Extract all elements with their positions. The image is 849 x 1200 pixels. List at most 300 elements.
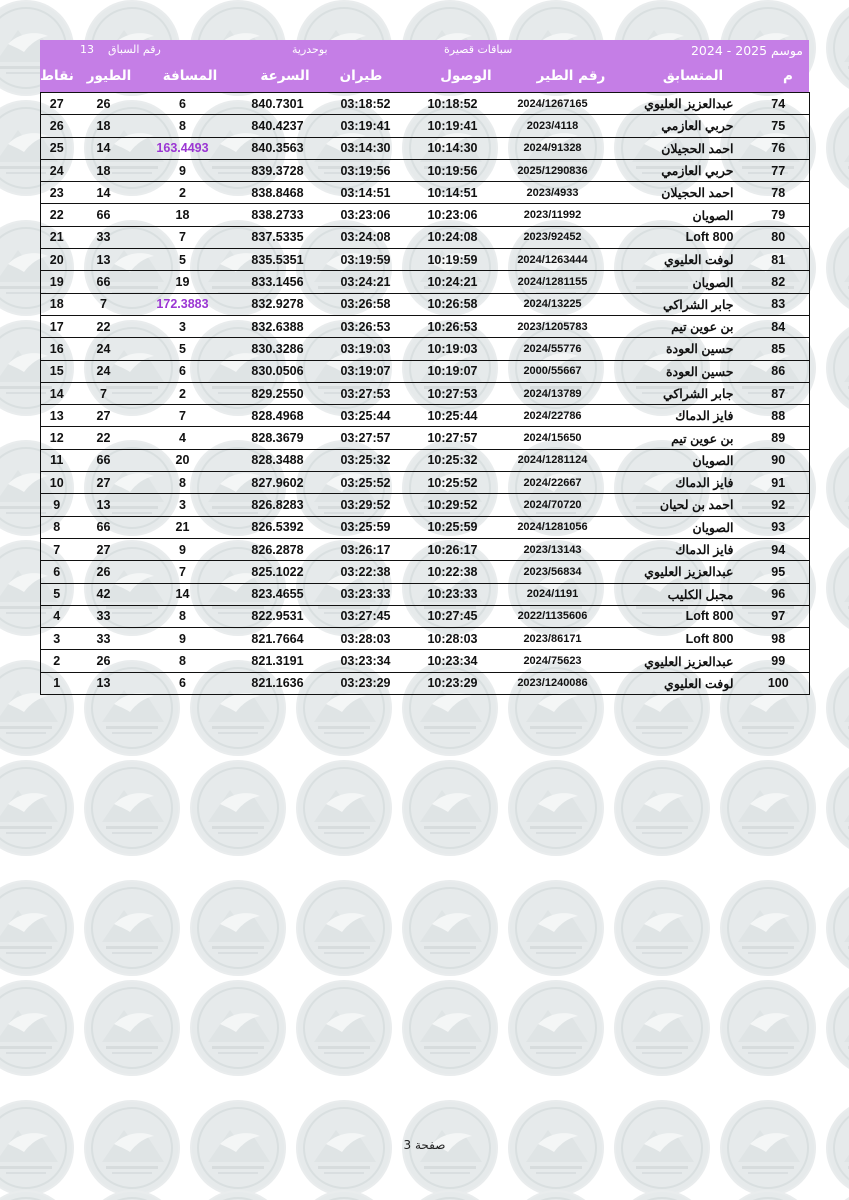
cell-arrival: 10:27:45 xyxy=(427,609,478,624)
cell-flight: 03:27:45 xyxy=(340,609,391,624)
table-row xyxy=(41,226,810,248)
cell-distance: 7 xyxy=(179,230,186,245)
cell-points: 17 xyxy=(49,319,64,334)
cell-points: 4 xyxy=(41,605,73,627)
pigeon-association-seal-icon xyxy=(826,760,849,856)
cell-distance: 9 xyxy=(179,542,186,557)
table-row xyxy=(41,561,810,583)
cell-ring: 2024/1263444 xyxy=(517,253,588,266)
cell-competitor: عبدالعزيز العليوي xyxy=(644,654,734,669)
cell-birds: 42 xyxy=(96,587,111,602)
page-number: صفحة 3 xyxy=(403,1138,446,1152)
cell-competitor: لوفت العليوي xyxy=(664,253,734,268)
pigeon-association-seal-icon xyxy=(402,880,498,976)
cell-competitor: فايز الدماك xyxy=(675,543,734,558)
cell-ring: 2024/75623 xyxy=(523,655,582,668)
pigeon-association-seal-icon xyxy=(826,220,849,316)
cell-rank: 83 xyxy=(771,297,786,312)
cell-points: 9 xyxy=(53,497,61,512)
cell-rank: 91 xyxy=(771,475,786,490)
cell-ring: 2023/86171 xyxy=(523,632,582,645)
column-headers xyxy=(40,68,809,90)
cell-points: 25 xyxy=(49,141,64,156)
pigeon-association-seal-icon xyxy=(826,1190,849,1200)
cell-distance: 9 xyxy=(179,163,186,178)
cell-ring: 2024/91328 xyxy=(523,142,582,155)
cell-competitor: Loft 800 xyxy=(685,609,734,624)
pigeon-association-seal-icon xyxy=(508,980,604,1076)
cell-speed: 821.7664 xyxy=(251,631,304,646)
cell-flight: 03:27:53 xyxy=(340,386,391,401)
cell-speed: 822.9531 xyxy=(251,609,304,624)
pigeon-association-seal-icon xyxy=(296,760,392,856)
cell-arrival: 10:22:38 xyxy=(427,564,478,579)
season-label: موسم 2025 - 2024 xyxy=(690,43,803,58)
cell-points: 26 xyxy=(41,115,73,137)
cell-competitor: الصويان xyxy=(692,453,734,468)
cell-birds: 22 xyxy=(96,319,111,334)
cell-rank: 79 xyxy=(771,208,786,223)
col-distance: المسافة xyxy=(162,68,218,84)
cell-competitor: Loft 800 xyxy=(685,230,734,245)
cell-flight: 03:26:53 xyxy=(340,319,391,334)
cell-speed: 826.5392 xyxy=(251,520,304,535)
table-row xyxy=(41,137,810,159)
cell-speed: 826.2878 xyxy=(251,542,304,557)
cell-rank: 90 xyxy=(771,453,786,468)
pigeon-association-seal-icon xyxy=(402,980,498,1076)
cell-rank: 77 xyxy=(771,163,786,178)
cell-ring: 2025/1290836 xyxy=(517,164,588,177)
cell-birds: 66 xyxy=(96,520,111,535)
cell-flight: 03:25:44 xyxy=(340,408,391,423)
cell-rank: 86 xyxy=(771,364,786,379)
table-row xyxy=(41,315,810,337)
cell-competitor: احمد بن لحيان xyxy=(659,498,734,513)
cell-competitor: Loft 800 xyxy=(685,631,734,646)
cell-competitor: لوفت العليوي xyxy=(664,676,734,691)
cell-distance: 19 xyxy=(175,275,190,290)
cell-competitor: حربي العازمي xyxy=(661,164,734,179)
cell-ring: 2024/13789 xyxy=(523,387,582,400)
cell-distance: 6 xyxy=(179,364,186,379)
cell-competitor: الصويان xyxy=(692,520,734,535)
cell-competitor: احمد الحجيلان xyxy=(661,141,734,156)
table-row xyxy=(41,494,810,516)
cell-birds: 18 xyxy=(96,163,111,178)
table-row xyxy=(41,672,810,694)
cell-speed: 840.7301 xyxy=(251,96,304,111)
cell-birds: 27 xyxy=(96,475,111,490)
pigeon-association-seal-icon xyxy=(720,880,816,976)
col-points: نقاط xyxy=(40,68,74,84)
table-row xyxy=(41,628,810,650)
cell-rank: 89 xyxy=(771,431,786,446)
cell-competitor: احمد الحجيلان xyxy=(661,186,734,201)
table-row xyxy=(41,472,810,494)
cell-flight: 03:19:59 xyxy=(340,252,391,267)
pigeon-association-seal-icon xyxy=(826,320,849,416)
cell-rank: 87 xyxy=(771,386,786,401)
cell-ring: 2024/1267165 xyxy=(517,97,588,110)
cell-birds: 13 xyxy=(96,252,111,267)
cell-points: 16 xyxy=(41,338,73,360)
cell-arrival: 10:14:30 xyxy=(427,141,478,156)
cell-speed: 832.6388 xyxy=(251,319,304,334)
cell-birds: 66 xyxy=(96,275,111,290)
cell-points: 13 xyxy=(49,408,64,423)
cell-birds: 33 xyxy=(96,631,111,646)
cell-birds: 66 xyxy=(96,453,111,468)
cell-flight: 03:23:33 xyxy=(340,587,391,602)
cell-ring: 2024/1281155 xyxy=(517,276,588,289)
pigeon-association-seal-icon xyxy=(296,980,392,1076)
cell-ring: 2024/22667 xyxy=(523,476,582,489)
cell-points: 23 xyxy=(49,185,64,200)
pigeon-association-seal-icon xyxy=(826,0,849,96)
cell-competitor: عبدالعزيز العليوي xyxy=(644,97,734,112)
pigeon-association-seal-icon xyxy=(720,760,816,856)
cell-birds: 33 xyxy=(96,230,111,245)
table-row xyxy=(41,405,810,427)
cell-rank: 82 xyxy=(771,275,786,290)
cell-ring: 2023/11992 xyxy=(523,209,582,222)
cell-arrival: 10:19:59 xyxy=(427,252,478,267)
pigeon-association-seal-icon xyxy=(402,760,498,856)
col-arrival: الوصول xyxy=(440,68,492,84)
cell-rank: 74 xyxy=(771,96,786,111)
race-number: 13 xyxy=(80,43,94,56)
pigeon-association-seal-icon xyxy=(84,980,180,1076)
cell-competitor: حسين العودة xyxy=(665,364,734,379)
cell-points: 2 xyxy=(41,650,73,672)
pigeon-association-seal-icon xyxy=(296,880,392,976)
cell-birds: 26 xyxy=(96,564,111,579)
cell-ring: 2024/1281124 xyxy=(517,454,588,467)
table-row xyxy=(41,159,810,181)
results-table-body xyxy=(41,93,810,695)
cell-rank: 96 xyxy=(771,587,786,602)
pigeon-association-seal-icon xyxy=(402,1190,498,1200)
cell-arrival: 10:19:56 xyxy=(427,163,478,178)
results-sheet xyxy=(40,40,809,695)
cell-points: 18 xyxy=(41,293,73,315)
cell-flight: 03:23:06 xyxy=(340,208,391,223)
cell-flight: 03:23:34 xyxy=(340,654,391,669)
cell-competitor: حربي العازمي xyxy=(661,119,734,134)
cell-arrival: 10:23:33 xyxy=(427,587,478,602)
cell-flight: 03:22:38 xyxy=(340,564,391,579)
table-row xyxy=(41,427,810,449)
race-number-label: رقم السباق xyxy=(108,43,161,56)
pigeon-association-seal-icon xyxy=(84,760,180,856)
cell-flight: 03:27:57 xyxy=(340,431,391,446)
table-row xyxy=(41,93,810,115)
cell-distance: 172.3883 xyxy=(156,297,209,312)
table-row xyxy=(41,271,810,293)
cell-flight: 03:25:32 xyxy=(340,453,391,468)
race-type: سباقات قصيرة xyxy=(444,43,513,56)
cell-points: 22 xyxy=(41,204,73,226)
col-flight: طيران xyxy=(339,68,383,84)
cell-arrival: 10:19:41 xyxy=(427,118,478,133)
cell-distance: 6 xyxy=(179,96,186,111)
cell-competitor: فايز الدماك xyxy=(675,409,734,424)
cell-flight: 03:23:29 xyxy=(340,676,391,691)
table-row xyxy=(41,605,810,627)
cell-arrival: 10:29:52 xyxy=(427,497,478,512)
cell-birds: 26 xyxy=(96,96,111,111)
cell-arrival: 10:23:29 xyxy=(427,676,478,691)
cell-arrival: 10:23:34 xyxy=(427,654,478,669)
cell-speed: 826.8283 xyxy=(251,497,304,512)
cell-flight: 03:19:56 xyxy=(340,163,391,178)
col-speed: السرعة xyxy=(260,68,310,84)
cell-distance: 7 xyxy=(179,564,186,579)
cell-ring: 2023/92452 xyxy=(523,231,582,244)
cell-arrival: 10:25:52 xyxy=(427,475,478,490)
pigeon-association-seal-icon xyxy=(720,1190,816,1200)
cell-arrival: 10:18:52 xyxy=(427,96,478,111)
table-row xyxy=(41,449,810,471)
cell-speed: 828.3488 xyxy=(251,453,304,468)
cell-speed: 840.3563 xyxy=(251,141,304,156)
cell-rank: 97 xyxy=(771,609,786,624)
table-row xyxy=(41,115,810,137)
cell-rank: 88 xyxy=(771,408,786,423)
cell-distance: 5 xyxy=(179,341,186,356)
cell-points: 20 xyxy=(41,249,73,271)
cell-points: 7 xyxy=(53,542,61,557)
cell-ring: 2024/55776 xyxy=(523,342,582,355)
cell-distance: 2 xyxy=(179,386,186,401)
table-row xyxy=(41,338,810,360)
cell-distance: 20 xyxy=(175,453,190,468)
pigeon-association-seal-icon xyxy=(826,440,849,536)
cell-points: 27 xyxy=(49,96,64,111)
cell-competitor: مجبل الكليب xyxy=(667,587,734,602)
cell-ring: 2023/13143 xyxy=(523,543,582,556)
pigeon-association-seal-icon xyxy=(190,760,286,856)
col-rank: م xyxy=(783,68,793,84)
pigeon-association-seal-icon xyxy=(84,1190,180,1200)
pigeon-association-seal-icon xyxy=(0,980,74,1076)
pigeon-association-seal-icon xyxy=(614,880,710,976)
cell-arrival: 10:26:17 xyxy=(427,542,478,557)
results-header xyxy=(40,40,809,92)
cell-points: 1 xyxy=(53,676,61,691)
cell-flight: 03:18:52 xyxy=(340,96,391,111)
race-location: بوحدرية xyxy=(292,43,328,56)
cell-speed: 830.0506 xyxy=(251,364,304,379)
cell-distance: 6 xyxy=(179,676,186,691)
cell-speed: 827.9602 xyxy=(251,475,304,490)
cell-speed: 838.2733 xyxy=(251,208,304,223)
cell-points: 24 xyxy=(41,159,73,181)
cell-birds: 27 xyxy=(96,408,111,423)
cell-distance: 8 xyxy=(179,609,186,624)
table-row xyxy=(41,249,810,271)
cell-distance: 8 xyxy=(179,118,186,133)
cell-flight: 03:19:07 xyxy=(340,364,391,379)
cell-distance: 3 xyxy=(179,319,186,334)
cell-rank: 84 xyxy=(771,319,786,334)
cell-ring: 2024/70720 xyxy=(523,498,582,511)
cell-rank: 78 xyxy=(771,185,786,200)
pigeon-association-seal-icon xyxy=(0,1190,74,1200)
cell-points: 15 xyxy=(49,364,64,379)
cell-birds: 13 xyxy=(96,676,111,691)
cell-birds: 13 xyxy=(96,497,111,512)
cell-distance: 5 xyxy=(179,252,186,267)
cell-flight: 03:19:03 xyxy=(340,341,391,356)
cell-speed: 830.3286 xyxy=(251,341,304,356)
cell-birds: 14 xyxy=(96,141,111,156)
cell-competitor: بن عوين تيم xyxy=(671,431,734,446)
pigeon-association-seal-icon xyxy=(508,880,604,976)
cell-arrival: 10:26:58 xyxy=(427,297,478,312)
pigeon-association-seal-icon xyxy=(190,1190,286,1200)
pigeon-association-seal-icon xyxy=(614,760,710,856)
cell-competitor: جابر الشراكي xyxy=(662,297,734,312)
cell-rank: 80 xyxy=(771,230,786,245)
pigeon-association-seal-icon xyxy=(190,980,286,1076)
cell-rank: 92 xyxy=(771,497,786,512)
cell-flight: 03:26:58 xyxy=(340,297,391,312)
table-row xyxy=(41,204,810,226)
cell-competitor: عبدالعزيز العليوي xyxy=(644,565,734,580)
cell-points: 19 xyxy=(49,275,64,290)
col-birds: الطيور xyxy=(86,68,132,84)
pigeon-association-seal-icon xyxy=(508,1190,604,1200)
cell-competitor: بن عوين تيم xyxy=(671,320,734,335)
cell-distance: 9 xyxy=(179,631,186,646)
pigeon-association-seal-icon xyxy=(614,980,710,1076)
cell-birds: 22 xyxy=(96,431,111,446)
cell-distance: 7 xyxy=(179,408,186,423)
pigeon-association-seal-icon xyxy=(0,880,74,976)
cell-competitor: فايز الدماك xyxy=(675,476,734,491)
pigeon-association-seal-icon xyxy=(296,1190,392,1200)
cell-speed: 833.1456 xyxy=(251,275,304,290)
cell-flight: 03:26:17 xyxy=(340,542,391,557)
cell-speed: 839.3728 xyxy=(251,163,304,178)
cell-rank: 100 xyxy=(767,676,789,691)
table-row xyxy=(41,182,810,204)
cell-birds: 33 xyxy=(96,609,111,624)
cell-rank: 75 xyxy=(771,118,786,133)
pigeon-association-seal-icon xyxy=(826,880,849,976)
table-row xyxy=(41,516,810,538)
cell-rank: 76 xyxy=(771,141,786,156)
cell-speed: 840.4237 xyxy=(251,118,304,133)
cell-rank: 85 xyxy=(771,341,786,356)
cell-distance: 18 xyxy=(175,208,190,223)
cell-ring: 2000/55667 xyxy=(523,365,582,378)
cell-speed: 823.4655 xyxy=(251,587,304,602)
pigeon-association-seal-icon xyxy=(826,980,849,1076)
cell-rank: 81 xyxy=(771,252,786,267)
cell-ring: 2023/56834 xyxy=(523,565,582,578)
cell-speed: 821.1636 xyxy=(251,676,304,691)
table-row xyxy=(41,583,810,605)
cell-arrival: 10:27:57 xyxy=(427,431,478,446)
cell-birds: 27 xyxy=(96,542,111,557)
cell-speed: 829.2550 xyxy=(251,386,304,401)
cell-arrival: 10:19:07 xyxy=(427,364,478,379)
cell-flight: 03:24:21 xyxy=(340,275,391,290)
cell-distance: 2 xyxy=(179,185,186,200)
table-row xyxy=(41,293,810,315)
cell-points: 6 xyxy=(41,561,73,583)
cell-ring: 2023/4118 xyxy=(526,119,579,132)
cell-arrival: 10:25:59 xyxy=(427,520,478,535)
cell-flight: 03:19:41 xyxy=(340,118,391,133)
cell-rank: 93 xyxy=(771,520,786,535)
cell-speed: 828.4968 xyxy=(251,408,304,423)
cell-points: 12 xyxy=(41,427,73,449)
cell-speed: 825.1022 xyxy=(251,564,304,579)
cell-arrival: 10:24:08 xyxy=(427,230,478,245)
cell-birds: 7 xyxy=(100,386,107,401)
cell-ring: 2024/15650 xyxy=(523,432,582,445)
results-table xyxy=(40,92,810,695)
cell-birds: 66 xyxy=(96,208,111,223)
cell-ring: 2024/13225 xyxy=(523,298,582,311)
cell-competitor: حسين العودة xyxy=(665,342,734,357)
table-row xyxy=(41,382,810,404)
pigeon-association-seal-icon xyxy=(84,880,180,976)
cell-rank: 99 xyxy=(771,654,786,669)
cell-arrival: 10:14:51 xyxy=(427,185,478,200)
pigeon-association-seal-icon xyxy=(826,540,849,636)
cell-arrival: 10:26:53 xyxy=(427,319,478,334)
cell-ring: 2023/4933 xyxy=(526,186,579,199)
cell-distance: 3 xyxy=(179,497,186,512)
table-row xyxy=(41,538,810,560)
cell-flight: 03:14:30 xyxy=(340,141,391,156)
cell-points: 5 xyxy=(53,587,61,602)
cell-arrival: 10:23:06 xyxy=(427,208,478,223)
cell-birds: 24 xyxy=(96,341,111,356)
pigeon-association-seal-icon xyxy=(614,1190,710,1200)
cell-arrival: 10:28:03 xyxy=(427,631,478,646)
cell-arrival: 10:27:53 xyxy=(427,386,478,401)
cell-speed: 835.5351 xyxy=(251,252,304,267)
cell-distance: 8 xyxy=(179,654,186,669)
pigeon-association-seal-icon xyxy=(190,880,286,976)
cell-flight: 03:14:51 xyxy=(340,185,391,200)
cell-competitor: الصويان xyxy=(692,208,734,223)
cell-birds: 26 xyxy=(96,654,111,669)
cell-points: 8 xyxy=(41,516,73,538)
cell-arrival: 10:25:32 xyxy=(427,453,478,468)
cell-ring: 2024/1191 xyxy=(526,588,579,601)
cell-distance: 14 xyxy=(175,587,190,602)
cell-ring: 2023/1205783 xyxy=(517,320,588,333)
cell-flight: 03:29:52 xyxy=(340,497,391,512)
cell-speed: 837.5335 xyxy=(251,230,304,245)
cell-distance: 8 xyxy=(179,475,186,490)
table-row xyxy=(41,360,810,382)
cell-distance: 4 xyxy=(179,431,186,446)
cell-competitor: جابر الشراكي xyxy=(662,387,734,401)
cell-ring: 2024/1281056 xyxy=(517,521,588,534)
pigeon-association-seal-icon xyxy=(826,100,849,196)
cell-arrival: 10:19:03 xyxy=(427,341,478,356)
cell-speed: 821.3191 xyxy=(251,654,304,669)
cell-ring: 2022/1135606 xyxy=(517,610,588,623)
